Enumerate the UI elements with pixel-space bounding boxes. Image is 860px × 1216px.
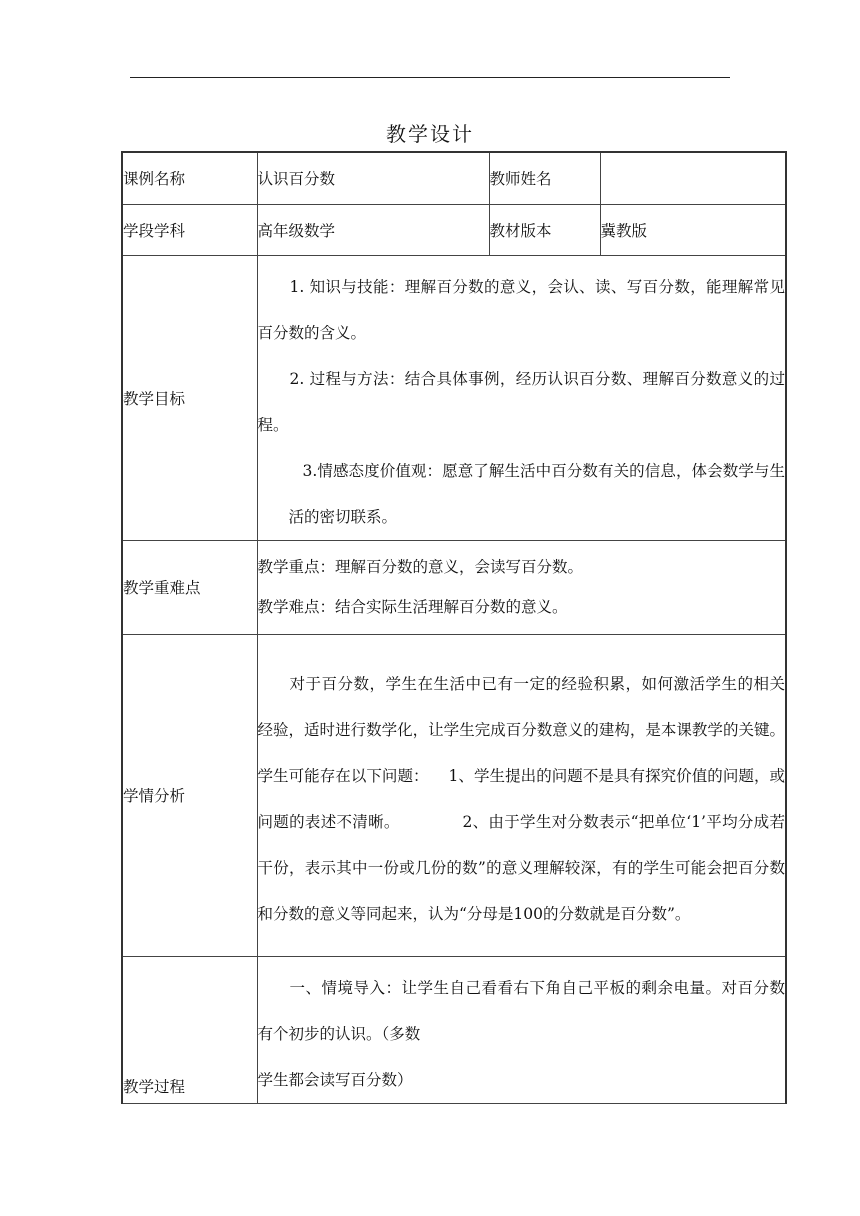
table-row-analysis (122, 634, 786, 956)
process-intro-continued: 学生都会读写百分数） (257, 1070, 413, 1089)
teacher-name-value (600, 152, 786, 204)
edition-label: 教材版本 (489, 204, 600, 255)
subject-label: 学段学科 (122, 204, 257, 255)
table-row-process (122, 956, 786, 1103)
analysis-label: 学情分析 (122, 634, 257, 956)
key-points-label: 教学重难点 (122, 540, 257, 634)
table-row-subject (122, 204, 786, 255)
course-name-value: 认识百分数 (257, 152, 489, 204)
analysis-text: 对于百分数，学生在生活中已有一定的经验积累，如何激活学生的相关经验，适时进行数学化，让学生完成百分数意义的建构，是本课教学的关键。学生可能存在以下问题： 1、学生提出的问题不是具有探究价值的问题，或问题的表述不清晰。 2、由于学生对分数表示“把单位‘1’平均分成若干份，表示其中一份或几份的数”的意义理解较深，有的学生可能会把百分数和分数的意义等同起来，认为“分母是100的分数就是百分数”。 (257, 675, 785, 923)
process-intro: 一、情境导入：让学生自己看看右下角自己平板的剩余电量。对百分数有个初步的认识。（多数 (257, 978, 785, 1043)
page-title: 教学设计 (386, 122, 474, 146)
lesson-design-table (121, 151, 787, 1104)
analysis-content (257, 634, 786, 956)
objective-process: 2. 过程与方法：结合具体事例，经历认识百分数、理解百分数意义的过程。 (257, 369, 785, 434)
objectives-label: 教学目标 (122, 255, 257, 540)
process-content (257, 956, 786, 1103)
table-row-key-points (122, 540, 786, 634)
course-name-label: 课例名称 (122, 152, 257, 204)
teacher-name-label: 教师姓名 (489, 152, 600, 204)
objective-knowledge: 1. 知识与技能：理解百分数的意义，会认、读、写百分数，能理解常见百分数的含义。 (257, 277, 785, 342)
objective-attitude: 3.情感态度价值观：愿意了解生活中百分数有关的信息，体会数学与生活的密切联系。 (288, 461, 785, 526)
subject-value: 高年级数学 (257, 204, 489, 255)
table-row-objectives (122, 255, 786, 540)
objectives-content (257, 255, 786, 540)
teaching-difficulty: 教学难点：结合实际生活理解百分数的意义。 (257, 598, 568, 616)
key-points-content (257, 540, 786, 634)
table-row-course (122, 152, 786, 204)
process-label: 教学过程 (122, 956, 257, 1103)
teaching-focus: 教学重点：理解百分数的意义，会读写百分数。 (257, 558, 584, 576)
edition-value: 冀教版 (600, 204, 786, 255)
header-rule (130, 77, 730, 78)
